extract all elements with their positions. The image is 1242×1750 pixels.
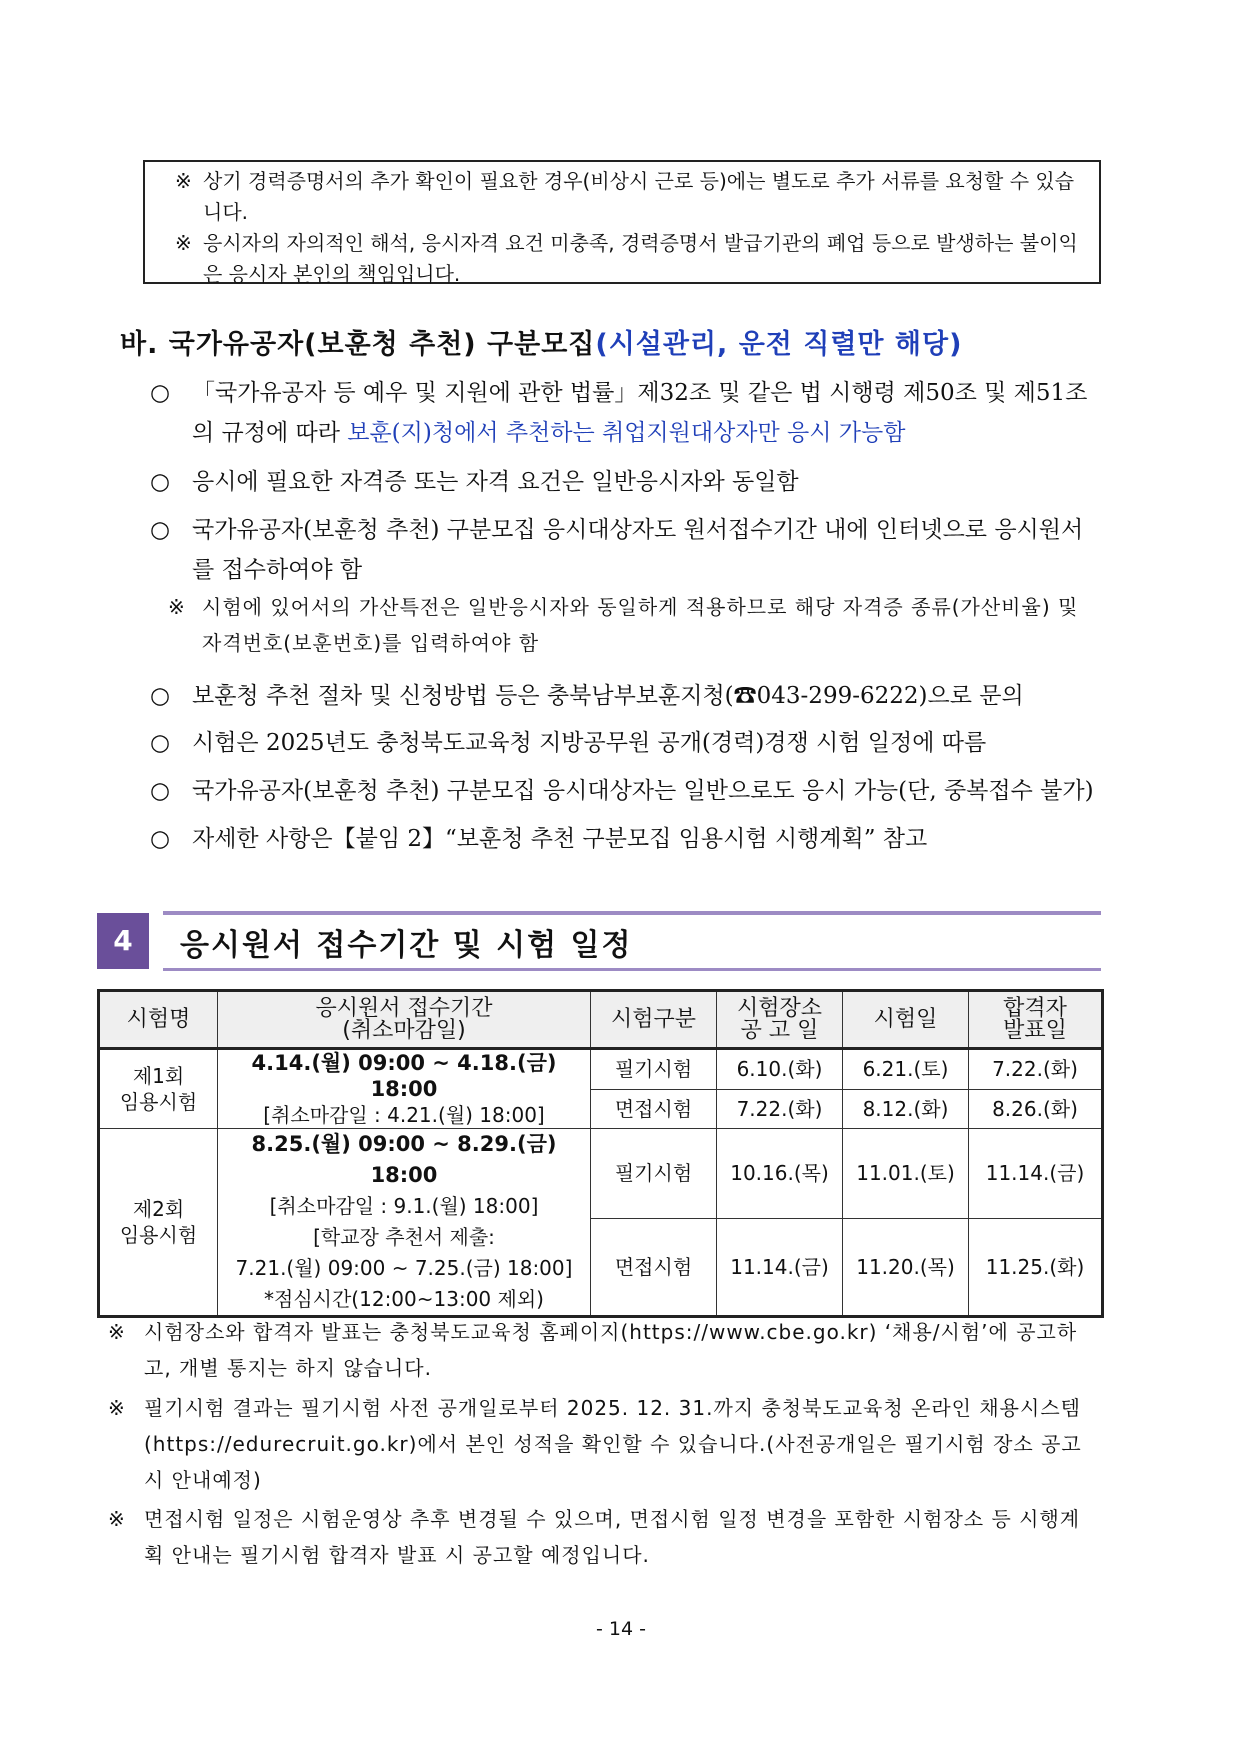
notice-item: [175, 228, 1087, 290]
bullet-item: [150, 771, 1100, 811]
notice-text: 응시자의 자의적인 해석, 응시자격 요건 미충족, 경력증명서 발급기관의 폐업 등으로 발생하는 불이익은 응시자 본인의 책임입니다.: [203, 231, 1078, 286]
exam-date-cell: 6.21.(토): [843, 1049, 969, 1090]
bullet-text: 국가유공자(보훈청 추천) 구분모집 응시대상자는 일반으로도 응시 가능(단, 중복접수 불가): [192, 778, 1094, 804]
footnote-item: [108, 1501, 1098, 1573]
bullet-item: [150, 819, 1100, 859]
header-result-date: 합격자 발표일: [969, 991, 1103, 1049]
circle-bullet-icon: ○: [150, 683, 171, 709]
period-cell: 8.25.(월) 09:00 ~ 8.29.(금) 18:00 [취소마감일 : 9.1.(월) 18:00] [학교장 추천서 제출: 7.21.(월) 09:00 ~ 7.25.(금) 18:00] *점심시간(12:00~13:00 제외): [218, 1129, 591, 1317]
exam-date-cell: 8.12.(화): [843, 1089, 969, 1128]
header-exam-name: 시험명: [99, 991, 218, 1049]
bullet-item: [150, 510, 1100, 590]
bullet-subnote: [168, 589, 1098, 661]
footnote-text: 필기시험 결과는 필기시험 사전 공개일로부터 2025. 12. 31.까지 충청북도교육청 온라인 채용시스템(https://edurecruit.go.kr)에서 본인 성적을 확인할 수 있습니다.(사전공개일은 필기시험 장소 공고 시 안내예정): [144, 1396, 1082, 1492]
table-row: [99, 1129, 1103, 1219]
exam-date-cell: 11.20.(목): [843, 1218, 969, 1316]
notice-text: 상기 경력증명서의 추가 확인이 필요한 경우(비상시 근로 등)에는 별도로 추가 서류를 요청할 수 있습니다.: [203, 169, 1075, 224]
notice-item: [175, 166, 1087, 228]
exam-type-cell: 필기시험: [591, 1049, 717, 1090]
circle-bullet-icon: ○: [150, 517, 171, 543]
header-exam-type: 시험구분: [591, 991, 717, 1049]
period-cell: 4.14.(월) 09:00 ~ 4.18.(금) 18:00 [취소마감일 : 4.21.(월) 18:00]: [218, 1049, 591, 1129]
section-divider: [163, 911, 1101, 915]
table-header-row: [99, 991, 1103, 1049]
exam-schedule-table: [97, 989, 1104, 1318]
circle-bullet-icon: ○: [150, 380, 171, 406]
bullet-text: 국가유공자(보훈청 추천) 구분모집 응시대상자도 원서접수기간 내에 인터넷으로 응시원서를 접수하여야 함: [192, 517, 1084, 583]
result-date-cell: 8.26.(화): [969, 1089, 1103, 1128]
circle-bullet-icon: ○: [150, 778, 171, 804]
reference-mark: ※: [168, 595, 186, 619]
bullet-text: 보훈청 추천 절차 및 신청방법 등은 충북남부보훈지청(☎043-299-6222)으로 문의: [192, 683, 1024, 709]
notice-box: [143, 160, 1101, 284]
header-venue-notice: 시험장소 공 고 일: [717, 991, 843, 1049]
footnote-text: 면접시험 일정은 시험운영상 추후 변경될 수 있으며, 면접시험 일정 변경을 포함한 시험장소 등 시행계획 안내는 필기시험 합격자 발표 시 공고할 예정입니다.: [144, 1507, 1081, 1567]
circle-bullet-icon: ○: [150, 826, 171, 852]
section-ba-heading: [120, 322, 962, 361]
reference-mark: ※: [175, 169, 192, 193]
exam-type-cell: 면접시험: [591, 1089, 717, 1128]
section-number-badge: 4: [97, 913, 149, 969]
bullet-item: [150, 676, 1100, 716]
bullet-highlight: 보훈(지)청에서 추천하는 취업지원대상자만 응시 가능함: [347, 420, 906, 446]
section-title: 응시원서 접수기간 및 시험 일정: [180, 928, 633, 963]
venue-notice-cell: 7.22.(화): [717, 1089, 843, 1128]
footnote-item: [108, 1314, 1098, 1386]
result-date-cell: 11.25.(화): [969, 1218, 1103, 1316]
bullet-text: 응시에 필요한 자격증 또는 자격 요건은 일반응시자와 동일함: [192, 469, 799, 495]
reference-mark: ※: [108, 1320, 126, 1344]
bullet-item: [150, 373, 1100, 453]
section-ba-highlight: (시설관리, 운전 직렬만 해당): [595, 329, 963, 360]
bullet-text: 자세한 사항은【붙임 2】“보훈청 추천 구분모집 임용시험 시행계획” 참고: [192, 826, 928, 852]
bullet-item: [150, 462, 1100, 502]
venue-notice-cell: 10.16.(목): [717, 1129, 843, 1219]
reference-mark: ※: [108, 1507, 126, 1531]
venue-notice-cell: 11.14.(금): [717, 1218, 843, 1316]
page-number: - 14 -: [596, 1618, 646, 1640]
exam-type-cell: 면접시험: [591, 1218, 717, 1316]
section-ba-title: 바. 국가유공자(보훈청 추천) 구분모집: [120, 329, 596, 360]
circle-bullet-icon: ○: [150, 469, 171, 495]
bullet-text: 시험은 2025년도 충청북도교육청 지방공무원 공개(경력)경쟁 시험 일정에 따름: [192, 730, 987, 756]
result-date-cell: 7.22.(화): [969, 1049, 1103, 1090]
round-name-cell: 제1회 임용시험: [99, 1049, 218, 1129]
result-date-cell: 11.14.(금): [969, 1129, 1103, 1219]
circle-bullet-icon: ○: [150, 730, 171, 756]
bullet-text: 「국가유공자 등 예우 및 지원에 관한 법률」제32조 및 같은 법 시행령 제50조 및 제51조의 규정에 따라: [192, 380, 1088, 446]
reference-mark: ※: [108, 1396, 126, 1420]
header-exam-date: 시험일: [843, 991, 969, 1049]
footnote-item: [108, 1390, 1098, 1498]
bullet-item: [150, 723, 1100, 763]
footnote-text: 시험장소와 합격자 발표는 충청북도교육청 홈페이지(https://www.cbe.go.kr) ‘채용/시험’에 공고하고, 개별 통지는 하지 않습니다.: [144, 1320, 1078, 1380]
section-divider: [163, 968, 1101, 971]
subnote-text: 시험에 있어서의 가산특전은 일반응시자와 동일하게 적용하므로 해당 자격증 종류(가산비율) 및 자격번호(보훈번호)를 입력하여야 함: [202, 595, 1079, 655]
exam-type-cell: 필기시험: [591, 1129, 717, 1219]
table-row: [99, 1049, 1103, 1090]
header-application-period: 응시원서 접수기간 (취소마감일): [218, 991, 591, 1049]
exam-date-cell: 11.01.(토): [843, 1129, 969, 1219]
reference-mark: ※: [175, 231, 192, 255]
round-name-cell: 제2회 임용시험: [99, 1129, 218, 1317]
venue-notice-cell: 6.10.(화): [717, 1049, 843, 1090]
